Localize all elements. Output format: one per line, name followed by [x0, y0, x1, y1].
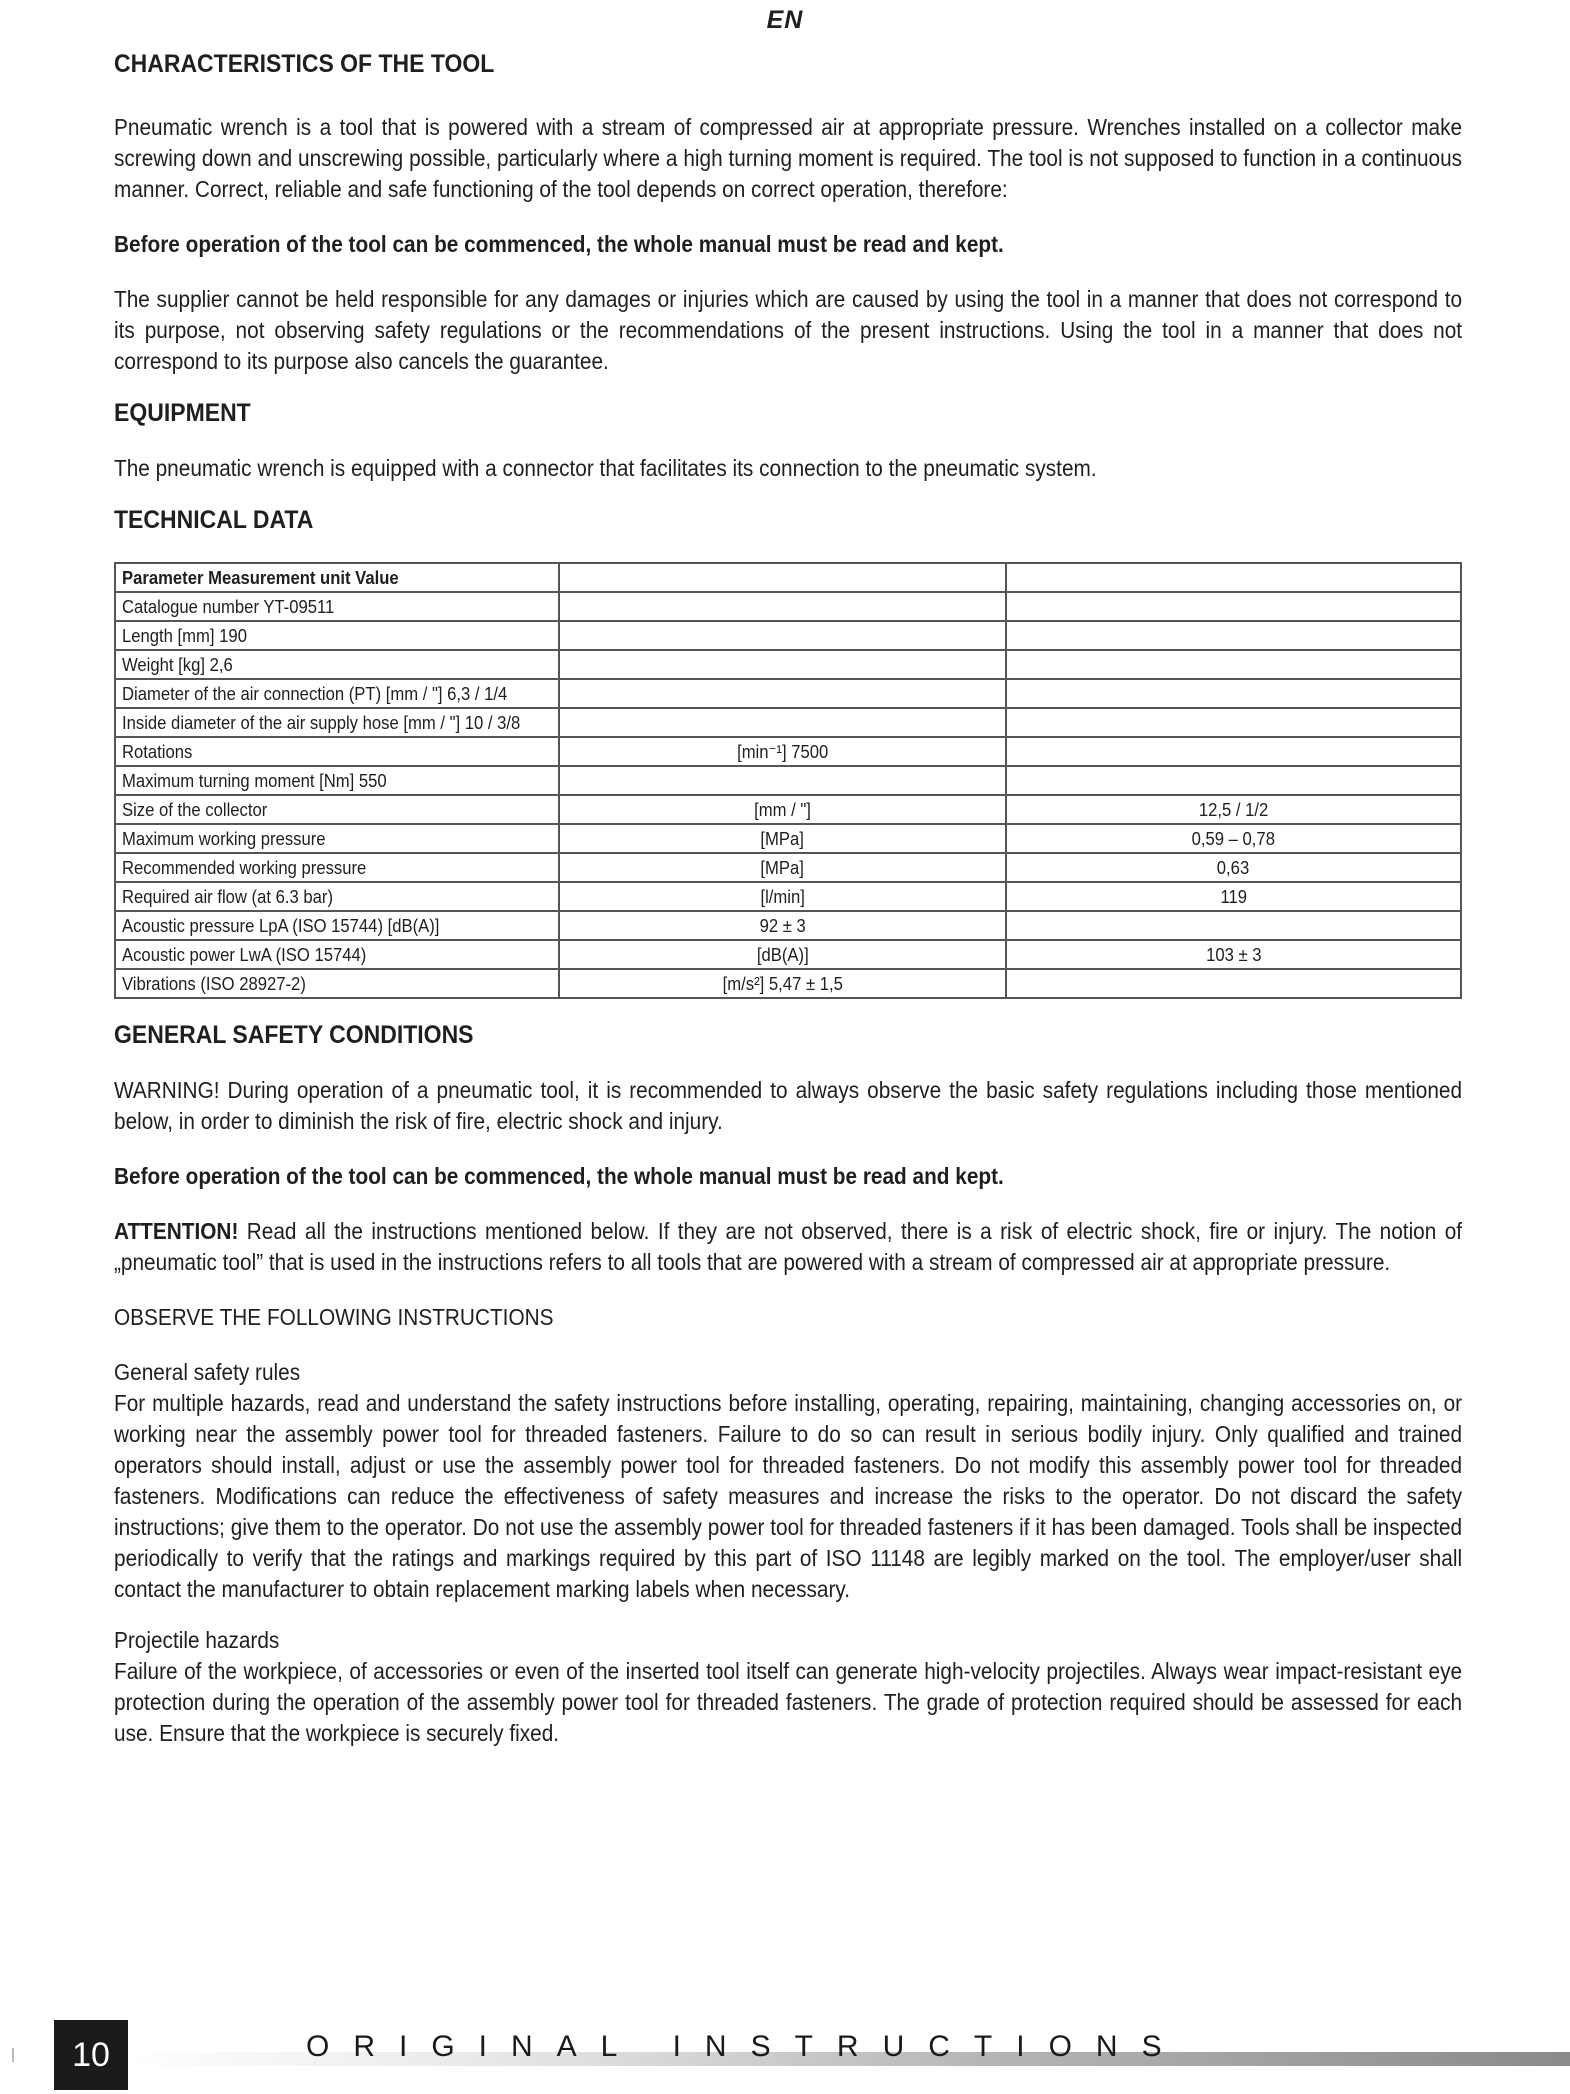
- footer-text: ORIGINAL INSTRUCTIONS: [306, 2030, 1186, 2063]
- table-row: [115, 824, 1461, 853]
- table-cell: [1006, 621, 1461, 650]
- table-cell: [559, 853, 1006, 882]
- table-cell-text: Parameter Measurement unit Value: [122, 567, 399, 588]
- table-cell: [1006, 563, 1461, 592]
- table-cell: [1006, 824, 1461, 853]
- table-cell: [115, 737, 559, 766]
- table-cell-text: Acoustic pressure LpA (ISO 15744) [dB(A)]: [122, 915, 440, 936]
- technical-data-heading: TECHNICAL DATA: [114, 506, 314, 534]
- table-cell: [115, 969, 559, 998]
- table-cell: [115, 650, 559, 679]
- table-row: [115, 795, 1461, 824]
- characteristics-paragraph: Pneumatic wrench is a tool that is powered with a stream of compressed air at appropriate pressure. Wrenches installed on a collector make screwing down and unscrewing possible, particularly where a high turning moment is required. The tool is not supposed to function in a continuous manner. Correct, reliable and safe functioning of the tool depends on correct operation, therefore:: [114, 114, 1463, 202]
- table-cell: [559, 882, 1006, 911]
- table-cell-text: Diameter of the air connection (PT) [mm / "] 6,3 / 1/4: [122, 683, 508, 704]
- table-cell: [115, 592, 559, 621]
- page-number: 10: [54, 2020, 128, 2090]
- projectile-text: Failure of the workpiece, of accessories or even of the inserted tool itself can generate high-velocity projectiles. Always wear impact-resistant eye protection during the operation of the assembly power tool for threaded fasteners. The grade of protection required should be assessed for each use. Ensure that the workpiece is securely fixed.: [114, 1658, 1463, 1746]
- table-cell: [115, 824, 559, 853]
- table-row: [115, 969, 1461, 998]
- table-cell: [559, 911, 1006, 940]
- technical-data-table: [114, 562, 1462, 999]
- characteristics-heading: CHARACTERISTICS OF THE TOOL: [114, 50, 495, 78]
- table-cell: [115, 795, 559, 824]
- table-cell: [1006, 969, 1461, 998]
- table-cell: [1006, 911, 1461, 940]
- table-cell-text: [MPa]: [760, 857, 805, 878]
- table-cell-text: Maximum turning moment [Nm] 550: [122, 770, 387, 791]
- table-cell: [559, 737, 1006, 766]
- table-cell: [559, 679, 1006, 708]
- table-cell: [559, 621, 1006, 650]
- table-cell-text: 119: [1220, 886, 1247, 907]
- table-cell-text: Maximum working pressure: [122, 828, 326, 849]
- table-row: [115, 679, 1461, 708]
- attention-text: Read all the instructions mentioned below. If they are not observed, there is a risk of electric shock, fire or injury. The notion of „pneumatic tool” that is used in the instructions refers to all tools that are powered with a stream of compressed air at appropriate pressure.: [114, 1218, 1463, 1275]
- table-cell-text: [l/min]: [760, 886, 805, 907]
- table-cell-text: 92 ± 3: [759, 915, 806, 936]
- read-manual-notice-2: Before operation of the tool can be commenced, the whole manual must be read and kept.: [114, 1163, 1004, 1189]
- table-cell: [1006, 882, 1461, 911]
- projectile-title: Projectile hazards: [114, 1627, 280, 1653]
- table-row: [115, 766, 1461, 795]
- read-manual-notice: Before operation of the tool can be commenced, the whole manual must be read and kept.: [114, 231, 1004, 257]
- table-cell-text: Weight [kg] 2,6: [122, 654, 233, 675]
- safety-heading: GENERAL SAFETY CONDITIONS: [114, 1021, 474, 1049]
- table-cell: [1006, 592, 1461, 621]
- table-cell-text: 12,5 / 1/2: [1198, 799, 1269, 820]
- margin-mark: [12, 2048, 14, 2062]
- table-cell: [115, 911, 559, 940]
- table-cell: [115, 940, 559, 969]
- warning-paragraph: WARNING! During operation of a pneumatic tool, it is recommended to always observe the basic safety regulations including those mentioned below, in order to diminish the risk of fire, electric shock and injury.: [114, 1077, 1463, 1134]
- general-safety-text: For multiple hazards, read and understand the safety instructions before installing, operating, repairing, maintaining, changing accessories on, or working near the assembly power tool for threaded fasteners. Failure to do so can result in serious bodily injury. Only qualified and trained operators should install, adjust or use the assembly power tool for threaded fasteners. Do not modify this assembly power tool for threaded fasteners. Modifications can reduce the effectiveness of safety measures and increase the risks to the operator. Do not discard the safety instructions; give them to the operator. Do not use the assembly power tool for threaded fasteners if it has been damaged. Tools shall be inspected periodically to verify that the ratings and markings required by this part of ISO 11148 are legibly marked on the tool. The employer/user shall contact the manufacturer to obtain replacement marking labels when necessary.: [114, 1390, 1463, 1602]
- table-cell-text: 0,59 – 0,78: [1191, 828, 1276, 849]
- table-cell-text: Inside diameter of the air supply hose [mm / "] 10 / 3/8: [122, 712, 521, 733]
- table-cell: [559, 969, 1006, 998]
- table-cell-text: Required air flow (at 6.3 bar): [122, 886, 334, 907]
- table-cell: [1006, 766, 1461, 795]
- table-cell-text: Recommended working pressure: [122, 857, 367, 878]
- table-cell: [1006, 679, 1461, 708]
- table-cell-text: 0,63: [1217, 857, 1250, 878]
- table-row: [115, 940, 1461, 969]
- table-cell-text: Length [mm] 190: [122, 625, 247, 646]
- table-cell: [559, 824, 1006, 853]
- table-cell: [559, 650, 1006, 679]
- table-cell: [1006, 737, 1461, 766]
- table-cell: [1006, 708, 1461, 737]
- table-row: [115, 737, 1461, 766]
- table-cell: [115, 679, 559, 708]
- table-cell: [115, 621, 559, 650]
- table-cell: [559, 940, 1006, 969]
- table-cell-text: [mm / "]: [754, 799, 811, 820]
- table-cell-text: Size of the collector: [122, 799, 268, 820]
- table-cell-text: 103 ± 3: [1205, 944, 1262, 965]
- table-cell: [115, 766, 559, 795]
- table-row: [115, 708, 1461, 737]
- table-row: [115, 853, 1461, 882]
- table-cell-text: Vibrations (ISO 28927-2): [122, 973, 306, 994]
- table-cell: [1006, 940, 1461, 969]
- table-row: [115, 592, 1461, 621]
- table-cell: [115, 708, 559, 737]
- table-cell: [1006, 650, 1461, 679]
- table-row: [115, 911, 1461, 940]
- table-cell: [115, 853, 559, 882]
- table-cell-text: Acoustic power LwA (ISO 15744): [122, 944, 367, 965]
- attention-paragraph: [114, 1216, 1462, 1278]
- table-cell-text: [m/s²] 5,47 ± 1,5: [722, 973, 843, 994]
- table-cell: [559, 563, 1006, 592]
- table-cell: [559, 592, 1006, 621]
- table-cell: [559, 766, 1006, 795]
- table-cell-text: Catalogue number YT-09511: [122, 596, 335, 617]
- equipment-heading: EQUIPMENT: [114, 399, 251, 427]
- general-safety-title: General safety rules: [114, 1359, 301, 1385]
- liability-paragraph: The supplier cannot be held responsible for any damages or injuries which are caused by using the tool in a manner that does not correspond to its purpose, not observing safety regulations or the recommendations of the present instructions. Using the tool in a manner that does not correspond to its purpose also cancels the guarantee.: [114, 286, 1463, 374]
- table-header-row: [115, 563, 1461, 592]
- table-row: [115, 882, 1461, 911]
- table-row: [115, 650, 1461, 679]
- page-content: [114, 48, 1462, 1749]
- observe-instructions: OBSERVE THE FOLLOWING INSTRUCTIONS: [114, 1304, 554, 1330]
- table-cell: [115, 882, 559, 911]
- table-cell: [115, 563, 559, 592]
- table-cell-text: [min⁻¹] 7500: [736, 741, 829, 762]
- table-cell-text: [dB(A)]: [756, 944, 809, 965]
- table-cell: [1006, 795, 1461, 824]
- table-cell-text: Rotations: [122, 741, 193, 762]
- equipment-paragraph: The pneumatic wrench is equipped with a connector that facilitates its connection to the pneumatic system.: [114, 455, 1097, 481]
- table-row: [115, 621, 1461, 650]
- language-label: EN: [766, 6, 804, 34]
- table-cell: [559, 708, 1006, 737]
- table-cell: [559, 795, 1006, 824]
- table-cell-text: [MPa]: [760, 828, 805, 849]
- table-cell: [1006, 853, 1461, 882]
- attention-label: ATTENTION!: [114, 1218, 239, 1244]
